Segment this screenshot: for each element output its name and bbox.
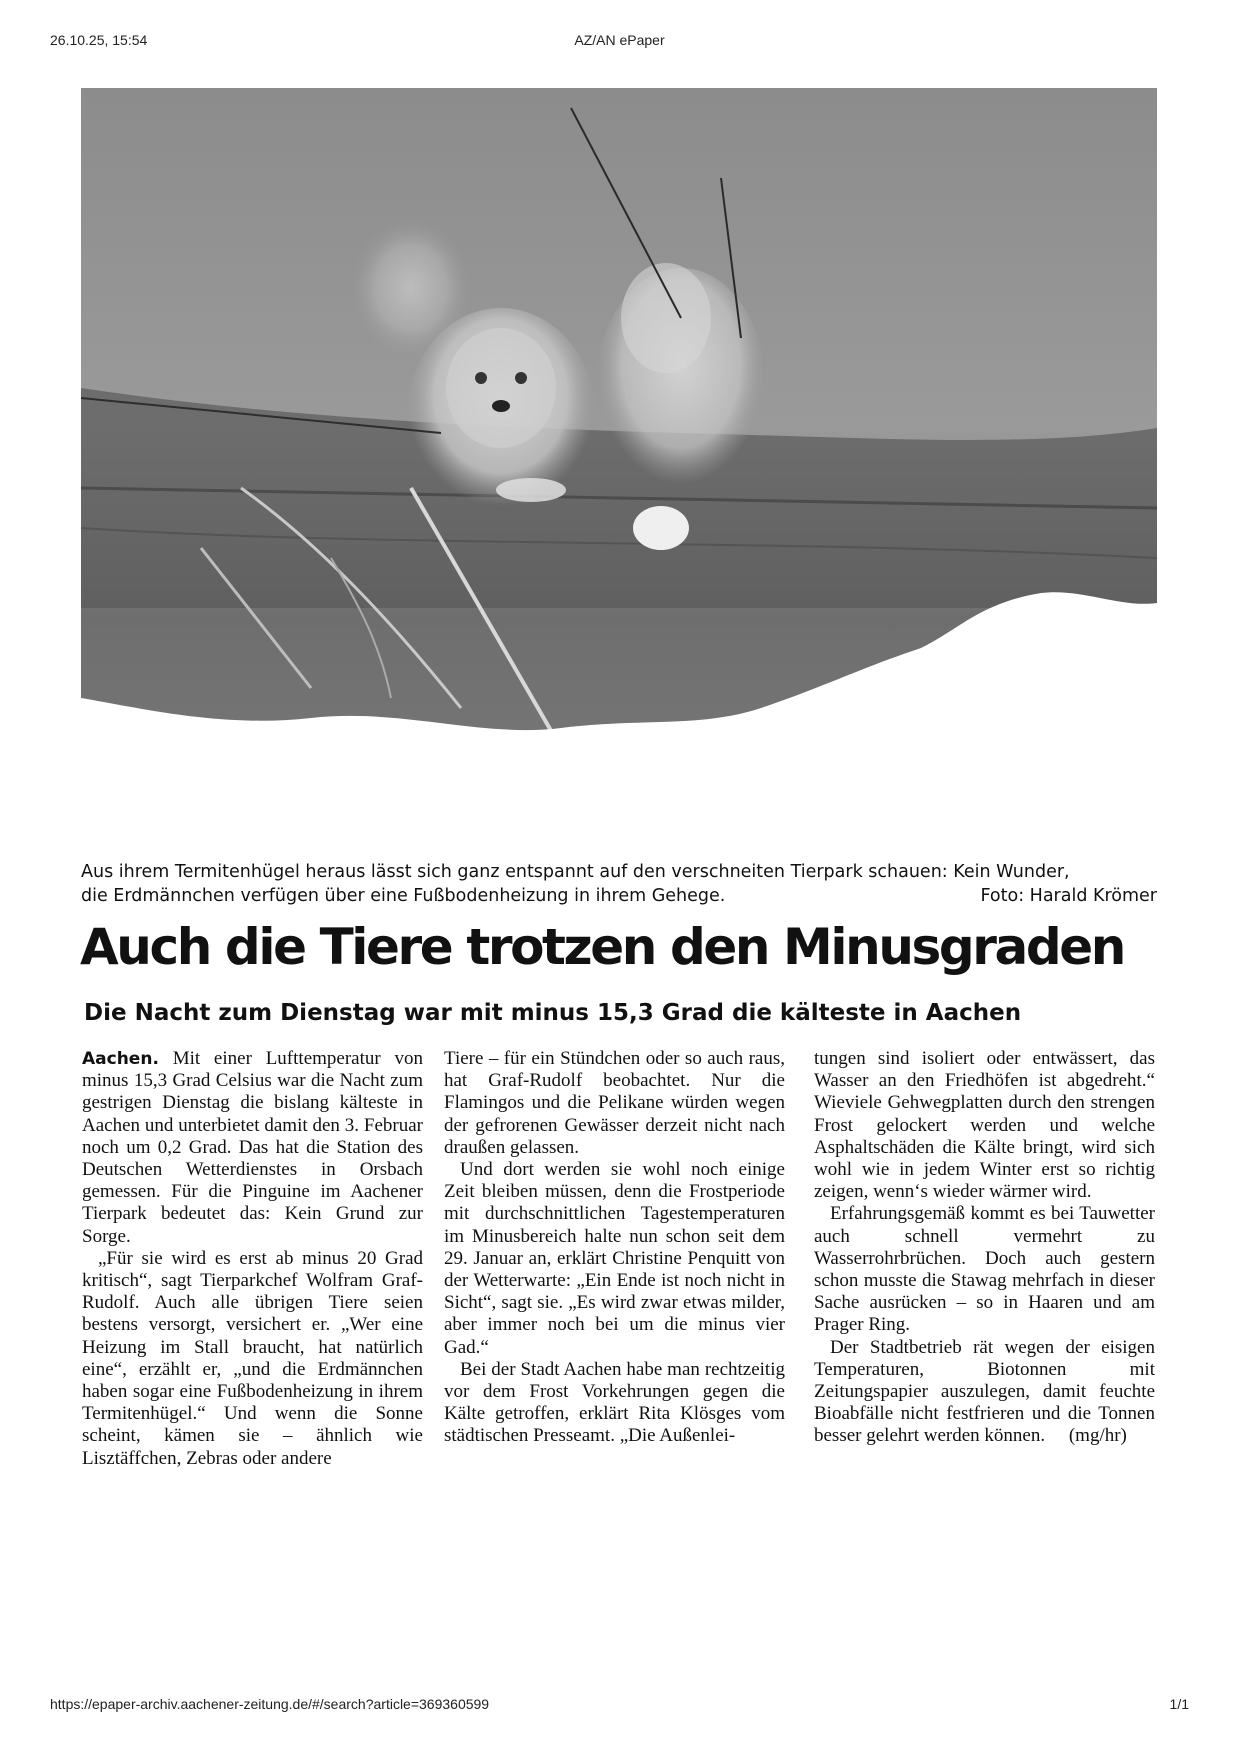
photo-credit: Foto: Harald Krömer (980, 886, 1157, 906)
print-datetime: 26.10.25, 15:54 (50, 32, 148, 48)
paragraph: Erfahrungsgemäß kommt es bei Tauwetter auch schnell vermehrt zu Wasserrohrbrüchen. Doch auch gestern schon musste die Stawag mehrfach in dieser Sache ausrücken – so in Haaren und am Prager Ring. (814, 1203, 1155, 1336)
page-count: 1/1 (1169, 1696, 1189, 1712)
caption-line-1: Aus ihrem Termitenhügel heraus lässt sich ganz entspannt auf den verschneiten Tierpark schauen: Kein Wunder, (81, 862, 1070, 882)
article-column-1 (82, 1048, 423, 1470)
subheadline-text-after: die kälteste in Aachen (723, 1000, 1022, 1026)
article-photo (81, 88, 1157, 843)
paragraph: Tiere – für ein Stündchen oder so auch raus, hat Graf-Rudolf beobachtet. Nur die Flamingos und die Pelikane würden wegen der gefrorenen Gewässer derzeit nicht nach draußen gelassen. (444, 1048, 785, 1158)
paragraph: tungen sind isoliert oder entwässert, das Wasser an den Friedhöfen ist abgedreht.“ Wieviele Gehwegplatten durch den strengen Frost gelockert werden und welche Asphaltschäden die Kälte bringt, wird sich wohl wie in jedem Winter erst so richtig zeigen, wenn‘s wieder wärmer wird. (814, 1048, 1155, 1203)
article-headline: Auch die Tiere trotzen den Minusgraden (80, 918, 1124, 976)
meerkat-photo-illustration (81, 88, 1157, 843)
subheadline-emphasis: minus 15,3 Grad (510, 1000, 724, 1026)
paragraph-text: Mit einer Lufttemperatur von minus 15,3 Grad Celsius war die Nacht zum gestrigen Dienstag die bislang kälteste in Aachen und unterbietet damit den 3. Februar noch um 0,2 Grad. Das hat die Station des Deutschen Wetterdienstes in Orsbach gemessen. Für die Pinguine im Aachener Tierpark bedeutet das: Kein Grund zur Sorge. (82, 1048, 423, 1247)
dateline: Aachen. (82, 1049, 159, 1069)
paragraph: Und dort werden sie wohl noch einige Zeit bleiben müssen, denn die Frostperiode mit durchschnittlichen Tagestemperaturen im Minusbereich halte nun schon seit dem 29. Januar an, erklärt Christine Penquitt von der Wetterwarte: „Ein Ende ist noch nicht in Sicht“, sagt sie. „Es wird zwar etwas milder, aber immer noch bei um die minus vier Gad.“ (444, 1159, 785, 1358)
source-url[interactable]: https://epaper-archiv.aachener-zeitung.de/#/search?article=369360599 (50, 1696, 490, 1712)
paragraph (814, 1337, 1155, 1448)
paragraph (82, 1048, 423, 1248)
article-column-2 (444, 1048, 785, 1448)
paragraph-text: Der Stadtbetrieb rät wegen der eisigen Temperaturen, Biotonnen mit Zeitungspapier auszulegen, damit feuchte Bioabfälle nicht festfrieren und die Tonnen besser gelehrt werden können. (814, 1336, 1155, 1447)
paragraph: Bei der Stadt Aachen habe man rechtzeitig vor dem Frost Vorkehrungen gegen die Kälte getroffen, erklärt Rita Klösges vom städtischen Presseamt. „Die Außenlei- (444, 1358, 785, 1447)
photo-caption (81, 860, 1157, 908)
caption-line-2-row (81, 884, 1157, 908)
caption-line-2: die Erdmännchen verfügen über eine Fußbodenheizung in ihrem Gehege. (81, 886, 726, 906)
print-header (50, 32, 1189, 52)
article-subheadline (84, 1000, 1164, 1026)
print-footer (50, 1696, 1189, 1716)
author-signature: (mg/hr) (1068, 1425, 1127, 1447)
subheadline-text-before: Die Nacht zum Dienstag war mit (84, 1000, 511, 1026)
article-column-3 (814, 1048, 1155, 1448)
paragraph: „Für sie wird es erst ab minus 20 Grad kritisch“, sagt Tierparkchef Wolfram Graf-Rudolf. Auch alle übrigen Tiere seien bestens versorgt, versichert er. „Wer eine Heizung im Stall braucht, hat natürlich eine“, erzählt er, „und die Erdmännchen haben sogar eine Fußbodenheizung in ihrem Termitenhügel.“ Und wenn die Sonne scheint, kämen sie – ähnlich wie Lisztäffchen, Zebras oder andere (82, 1247, 423, 1469)
print-title: AZ/AN ePaper (574, 32, 665, 48)
